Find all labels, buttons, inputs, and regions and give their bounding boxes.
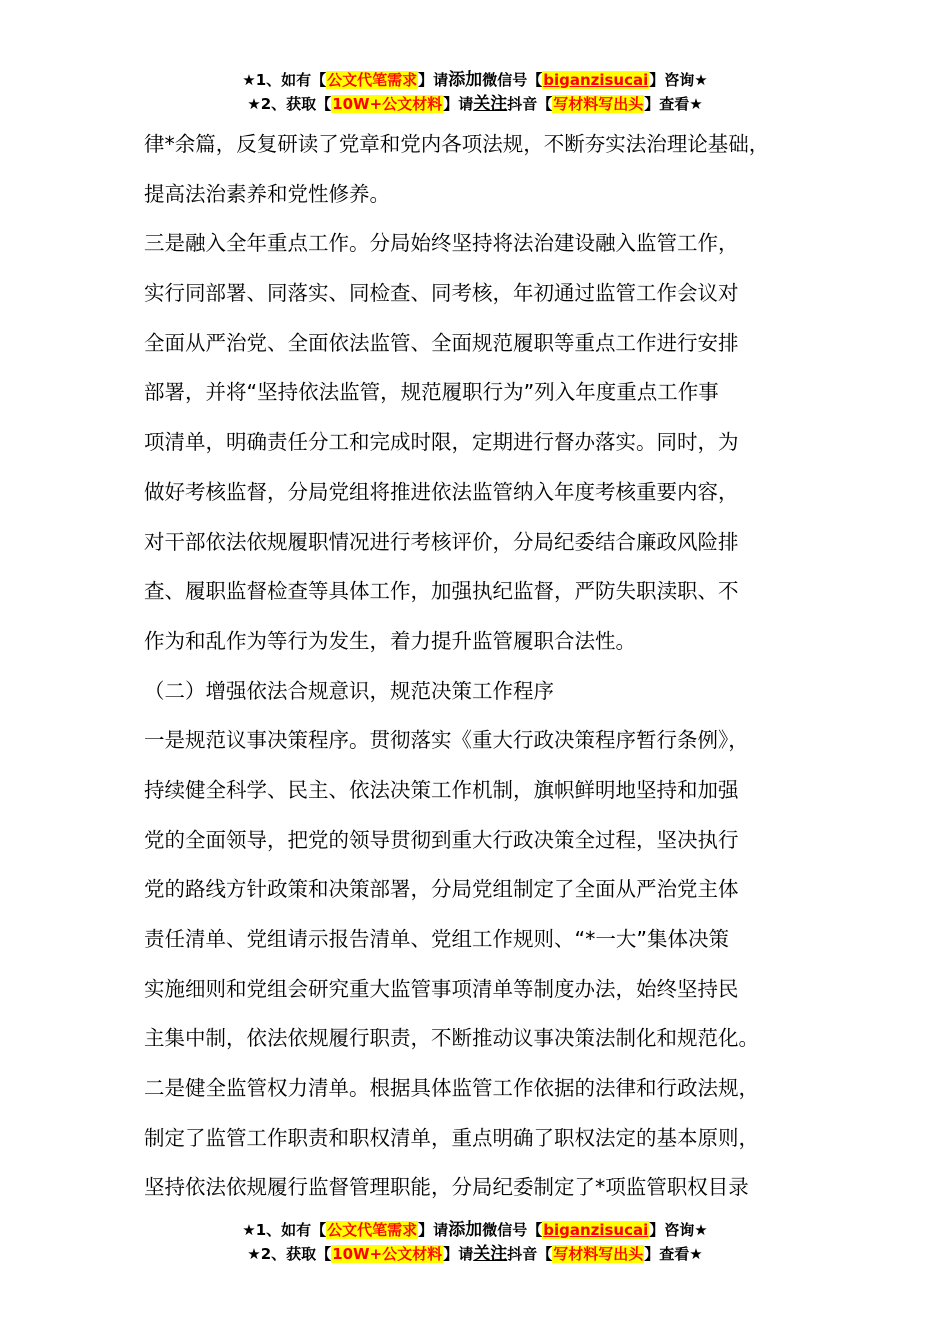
body-line: 党的全面领导，把党的领导贯彻到重大行政决策全过程，坚决执行 bbox=[144, 827, 739, 852]
body-line: 作为和乱作为等行为发生，着力提升监管履职合法性。 bbox=[144, 628, 636, 653]
highlight-materials: 10W+公文材料 bbox=[332, 1245, 443, 1263]
body-line: 党的路线方针政策和决策部署，分局党组制定了全面从严治党主体 bbox=[144, 877, 739, 902]
section-heading: （二）增强依法合规意识，规范决策工作程序 bbox=[144, 678, 554, 703]
body-line: 坚持依法依规履行监督管理职能，分局纪委制定了*项监管职权目录 bbox=[144, 1175, 749, 1200]
highlight-materials: 10W+公文材料 bbox=[332, 95, 443, 113]
body-line: 实行同部署、同落实、同检查、同考核，年初通过监管工作会议对 bbox=[144, 281, 739, 306]
body-line: 做好考核监督，分局党组将推进依法监管纳入年度考核重要内容， bbox=[144, 479, 739, 504]
banner-line-1: ★1、如有【公文代笔需求】请添加微信号【biganzisucai】咨询★ bbox=[242, 70, 708, 90]
highlight-service: 公文代笔需求 bbox=[327, 1221, 418, 1239]
header-banner bbox=[0, 68, 950, 116]
document-body bbox=[144, 120, 834, 1213]
body-line: 制定了监管工作职责和职权清单，重点明确了职权法定的基本原则， bbox=[144, 1125, 759, 1150]
body-line: 对干部依法依规履职情况进行考核评价，分局纪委结合廉政风险排 bbox=[144, 529, 739, 554]
footer-line-1: ★1、如有【公文代笔需求】请添加微信号【biganzisucai】咨询★ bbox=[242, 1220, 708, 1240]
body-line: 三是融入全年重点工作。分局始终坚持将法治建设融入监管工作， bbox=[144, 231, 739, 256]
body-line: 二是健全监管权力清单。根据具体监管工作依据的法律和行政法规， bbox=[144, 1076, 759, 1101]
body-line: 律*余篇，反复研读了党章和党内各项法规，不断夯实法治理论基础， bbox=[144, 132, 770, 156]
highlight-douyin: 写材料写出头 bbox=[553, 1245, 644, 1263]
body-line: 持续健全科学、民主、依法决策工作机制，旗帜鲜明地坚持和加强 bbox=[144, 777, 739, 802]
body-line: 主集中制，依法依规履行职责，不断推动议事决策法制化和规范化。 bbox=[144, 1026, 759, 1051]
highlight-wechat-id: biganzisucai bbox=[543, 1221, 649, 1239]
banner-line-2: ★2、获取【10W+公文材料】请关注抖音【写材料写出头】查看★ bbox=[247, 94, 703, 114]
body-line: 项清单，明确责任分工和完成时限，定期进行督办落实。同时，为 bbox=[144, 430, 739, 455]
highlight-service: 公文代笔需求 bbox=[327, 71, 418, 89]
body-line: 提高法治素养和党性修养。 bbox=[144, 181, 390, 206]
body-line: 部署，并将“坚持依法监管，规范履职行为”列入年度重点工作事 bbox=[144, 380, 719, 405]
body-line: 责任清单、党组请示报告清单、党组工作规则、“*一大”集体决策 bbox=[144, 927, 729, 951]
highlight-wechat-id: biganzisucai bbox=[543, 71, 649, 89]
footer-line-2: ★2、获取【10W+公文材料】请关注抖音【写材料写出头】查看★ bbox=[247, 1244, 703, 1264]
body-line: 查、履职监督检查等具体工作，加强执纪监督，严防失职渎职、不 bbox=[144, 579, 739, 604]
footer-banner bbox=[0, 1218, 950, 1266]
body-line: 实施细则和党组会研究重大监管事项清单等制度办法，始终坚持民 bbox=[144, 976, 739, 1001]
highlight-douyin: 写材料写出头 bbox=[553, 95, 644, 113]
body-line: 一是规范议事决策程序。贯彻落实《重大行政决策程序暂行条例》， bbox=[144, 728, 749, 753]
body-line: 全面从严治党、全面依法监管、全面规范履职等重点工作进行安排 bbox=[144, 330, 739, 355]
